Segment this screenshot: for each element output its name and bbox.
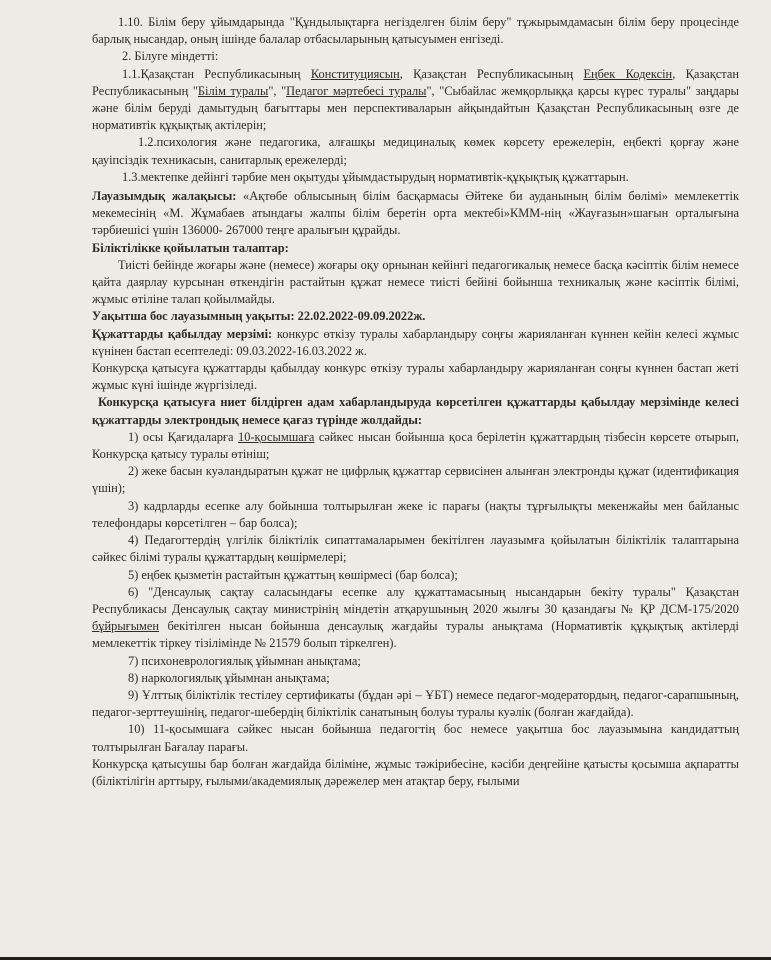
salary-text: «Ақтөбе облысының білім басқармасы Әйтеке би ауданының білім бөлімі» мемлекеттік мекемесінің «М. Жұмабаев атындағы жалпы білім беретін орта мектебі»КММ-нің «Жауғазын»шағын орталығына тәрбиешісі үшін 136000- 267000 теңге аралығын құрайды. [92,189,739,238]
text-span: 1.1.Қазақстан Республикасының [122,66,311,81]
text-span: 6) "Денсаулық сақтау саласындағы есепке алу құжаттамасының нысандарын бекіту туралы" Қазақстан Республикасы Денсаулық сақтау министрінің міндетін атқарушының 2020 жылғы 30 қазандағы № ҚР ДСМ-175/2020 [92,584,739,616]
docs-deadline-label: Құжаттарды қабылдау мерзімі: [92,326,277,341]
text-span: сәйкес нысан бойынша қоса берілетін құжаттардың тізбесін көрсете отырып, Конкурсқа қатысу туралы өтініш; [92,429,740,462]
list-item-7: 7) психоневрологиялық ұйымнан анықтама; [128,653,361,668]
teacher-status-law-link[interactable]: Педагог мәртебесі туралы [286,83,427,98]
final-paragraph: Конкурсқа қатысушы бар болған жағдайда біліміне, жұмыс тәжірибесіне, кәсіби деңгейіне қатысты қосымша ақпаратты (біліктілігін арттыру, ғылыми/академиялық дәрежелер мен атақтар беру, ғылыми [92,756,739,788]
docs-deadline-paragraph [92,326,739,360]
list-item-1 [92,429,739,463]
text-span: ", "Сыбайлас жемқорлыққа қарсы күрес туралы" заңдары және білім беруді дамытудың бағыттары мен перспективаларын айқындайтын Қазақстан Республикасының өзге де нормативтік құқықтық актілерін; [92,83,739,133]
list-item-10: 10) 11-қосымшаға сәйкес нысан бойынша педагогтің бос немесе уақытша бос лауазымына кандидаттың толтырылған Бағалау парағы. [92,722,739,754]
salary-paragraph [92,188,739,240]
list-item-9: 9) Ұлттық біліктілік тестілеу сертификаты (бұдан әрі – ҰБТ) немесе педагог-модератордың, педагог-сарапшының, педагог-зерттеушінің, педагог-шебердің біліктілік санатының болуы туралы куәлік (болған жағдайда). [92,687,739,720]
text-span: бекітілген нысан бойынша денсаулық жағдайы туралы анықтама (Нормативтік құқықтық актілерді мемлекеттік тіркеу тізілімінде № 21579 болып тіркелген). [92,619,739,651]
annex-10-link[interactable]: 10-қосымшаға [238,429,315,444]
list-item-2: 2) жеке басын куәландыратын құжат не цифрлық құжаттар сервисінен алынған электронды құжат (идентификация үшін); [92,464,739,496]
constitution-link[interactable]: Конституциясын [310,66,400,81]
list-item-6 [92,584,739,653]
qualification-label: Біліктілікке қойылатын талаптар: [92,240,289,255]
order-link[interactable]: бұйрығымен [92,619,160,634]
salary-label: Лауазымдық жалақысы: [92,189,244,204]
docs-deadline-text: конкурс өткізу туралы хабарландыру соңғы жарияланған күннен кейін келесі жұмыс күнінен бастап есептеледі: 09.03.2022-16.03.2022 ж. [92,326,740,358]
labor-code-link[interactable]: Еңбек Кодексін [583,66,673,81]
text-span: , Қазақстан Республикасының [399,66,584,81]
paragraph-2-3: 1.3.мектепке дейінгі тәрбие мен оқытуды ұйымдастырудың нормативтік-құқықтық құжаттарын. [122,169,629,184]
paragraph-1-10: 1.10. Білім беру ұйымдарында "Құндылықтарға негізделген білім беру" тұжырымдамасын білім беру процесінде барлық нысандар, оның ішінде балалар отбасыларының қатысуымен енгізеді. [92,15,739,47]
vacancy-period: Уақытша бос лауазымның уақыты: 22.02.2022-09.09.2022ж. [92,309,426,324]
paragraph-2-title: 2. Білуге міндетті: [122,49,219,64]
docs-period-paragraph: Конкурсқа қатысуға құжаттарды қабылдау конкурс өткізу туралы хабарландыру жарияланған соңғы күннен бастап жеті жұмыс күні ішінде жүргізіледі. [92,361,739,393]
paragraph-2-2: 1.2.психология және педагогика, алғашқы медициналық көмек көрсету ережелерін, еңбекті қорғау және қауіпсіздік техникасын, санитарлық ережелерді; [92,135,739,167]
list-item-8: 8) наркологиялық ұйымнан анықтама; [128,670,330,685]
text-span: , Қазақстан Республикасының " [92,66,739,98]
text-span: ", " [268,83,287,98]
qualification-text: Тиісті бейінде жоғары және (немесе) жоғары оқу орнынан кейінгі педагогикалық немесе басқа кәсіптік білім немесе қайта даярлау курсынан өткендігін растайтын құжат немесе тиісті бейіні бойынша техникалық және кәсіптік білімі, жұмыс өтіліне талап қойылмайды. [92,257,739,307]
text-span: 1) осы Қағидаларға [128,429,239,444]
list-item-4: 4) Педагогтердің үлгілік біліктілік сипаттамаларымен бекітілген лауазымға қойылатын біліктілік талаптарына сәйкес білімі туралы құжаттардың көшірмелері; [92,533,739,565]
education-law-link[interactable]: Білім туралы [197,83,269,98]
list-item-5: 5) еңбек қызметін растайтын құжаттың көшірмесі (бар болса); [128,567,458,582]
intent-heading: Конкурсқа қатысуға ниет білдірген адам хабарландыруда көрсетілген құжаттарды қабылдау мерзімінде келесі құжаттарды электрондық немесе қағаз түрінде жолдайды: [92,395,739,427]
list-item-3: 3) кадрларды есепке алу бойынша толтырылған жеке іс парағы (нақты тұрғылықты мекенжайы мен байланыс телефондары көрсетілген – бар болса); [92,498,739,530]
paragraph-2-1 [92,66,739,135]
